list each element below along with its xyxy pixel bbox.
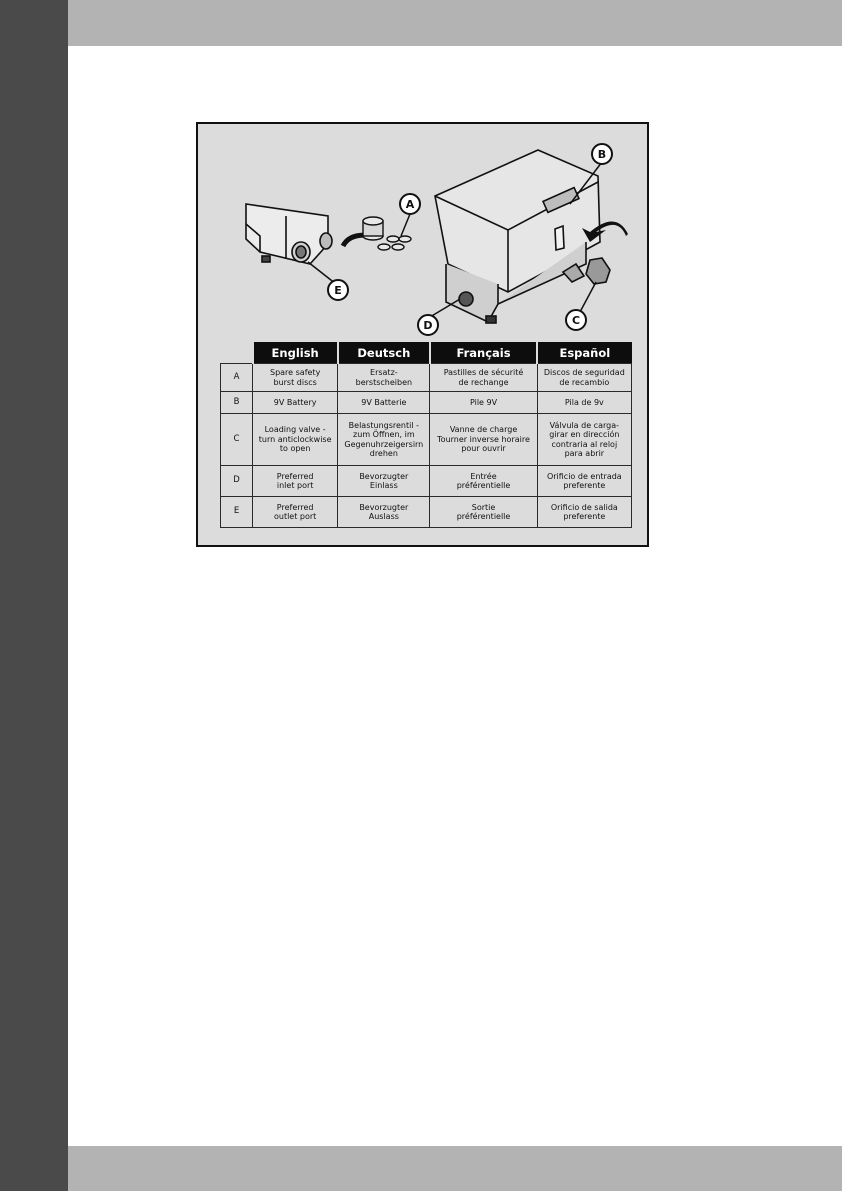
table-cell: Spare safety burst discs (253, 364, 338, 392)
label-b-text: B (597, 148, 607, 161)
outlet-device (246, 204, 332, 264)
main-device (435, 150, 610, 323)
header-bar (68, 0, 842, 46)
product-figure (196, 122, 649, 547)
table-cell: Bevorzugter Auslass (338, 497, 430, 528)
left-sidebar-band (0, 0, 68, 1191)
table-cell: Pastilles de sécurité de rechange (430, 364, 537, 392)
table-cell: Preferred inlet port (253, 466, 338, 497)
row-key: A (221, 364, 253, 392)
table-row (221, 414, 632, 466)
table-cell: Loading valve - turn anticlockwise to open (253, 414, 338, 466)
table-cell: Pile 9V (430, 392, 537, 414)
label-c (566, 310, 586, 330)
burst-discs (363, 217, 411, 250)
table-cell: 9V Batterie (338, 392, 430, 414)
label-d-text: D (423, 319, 433, 332)
label-b (592, 144, 612, 164)
device-illustration (198, 124, 647, 342)
table-cell: 9V Battery (253, 392, 338, 414)
header-espanol: Español (537, 342, 631, 364)
row-key: D (221, 466, 253, 497)
table-row (221, 466, 632, 497)
table-cell: Orificio de salida preferente (537, 497, 631, 528)
table-row (221, 392, 632, 414)
table-cell: Ersatz- berstscheiben (338, 364, 430, 392)
label-d (418, 315, 438, 335)
table-cell: Pila de 9v (537, 392, 631, 414)
row-key: C (221, 414, 253, 466)
table-row (221, 364, 632, 392)
table-cell: Entrée préférentielle (430, 466, 537, 497)
table-cell: Discos de seguridad de recambio (537, 364, 631, 392)
header-english: English (253, 342, 338, 364)
table-cell: Belastungsrentil - zum Öffnen, im Gegenuhrzeigersirn drehen (338, 414, 430, 466)
row-key: E (221, 497, 253, 528)
table-corner (221, 342, 253, 364)
label-c-text: C (571, 314, 581, 327)
table-cell: Preferred outlet port (253, 497, 338, 528)
table-cell: Válvula de carga- girar en dirección contraria al reloj para abrir (537, 414, 631, 466)
table-cell: Bevorzugter Einlass (338, 466, 430, 497)
header-francais: Français (430, 342, 537, 364)
label-a-text: A (405, 198, 415, 211)
table-row (221, 497, 632, 528)
label-e-text: E (334, 284, 342, 297)
label-a (400, 194, 420, 214)
table-cell: Orificio de entrada preferente (537, 466, 631, 497)
translation-table (220, 342, 632, 528)
footer-bar (68, 1146, 842, 1191)
table-cell: Vanne de charge Tourner inverse horaire pour ouvrir (430, 414, 537, 466)
row-key: B (221, 392, 253, 414)
label-e (328, 280, 348, 300)
table-cell: Sortie préférentielle (430, 497, 537, 528)
header-deutsch: Deutsch (338, 342, 430, 364)
